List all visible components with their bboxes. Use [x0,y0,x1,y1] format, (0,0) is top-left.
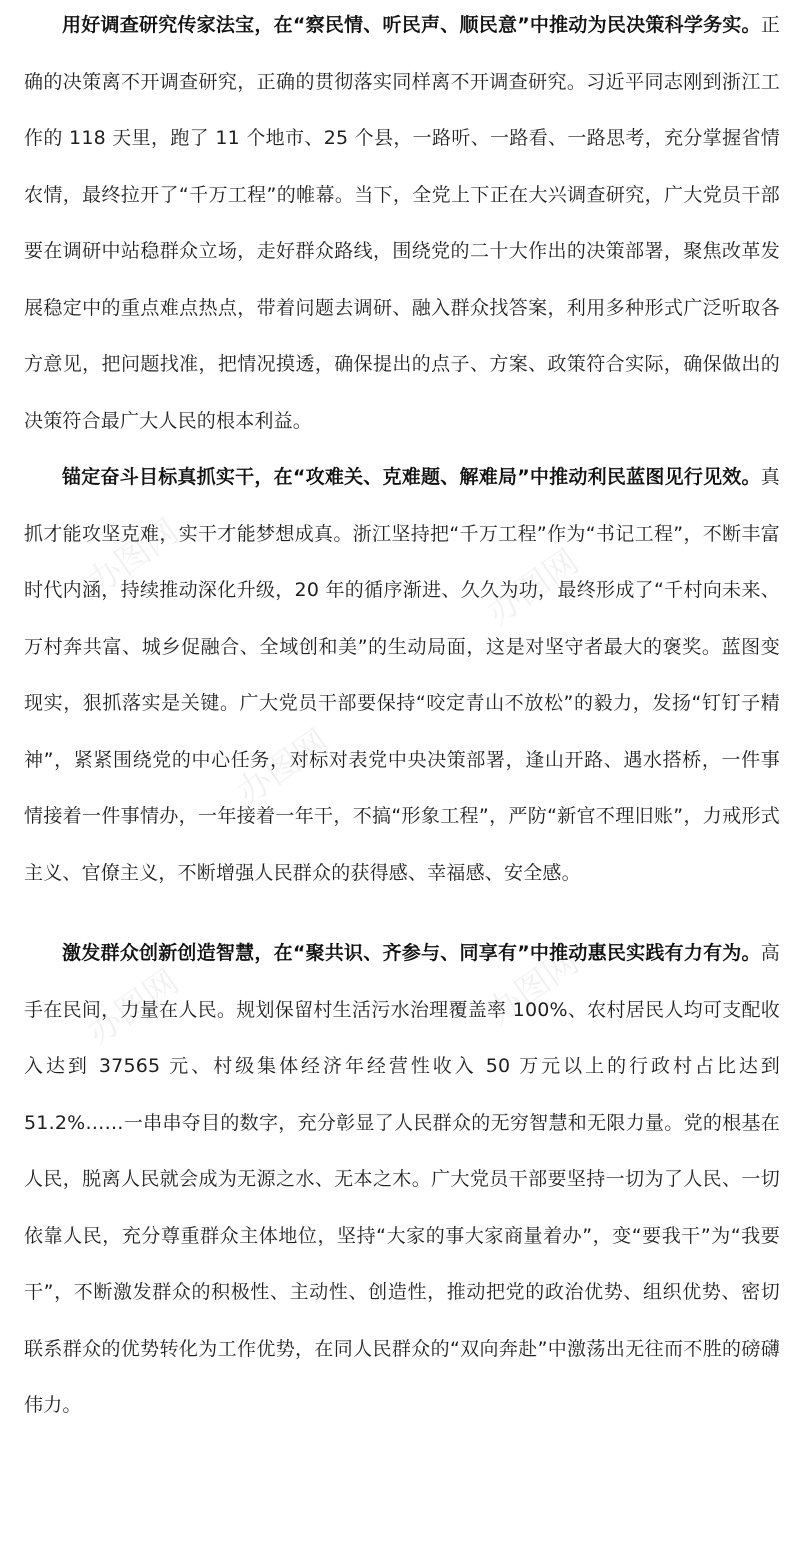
paragraph-1-body: 正确的决策离不开调查研究，正确的贯彻落实同样离不开调查研究。习近平同志刚到浙江工作的 118 天里，跑了 11 个地市、25 个县，一路听、一路看、一路思考，充分掌握省情农情，最终拉开了“千万工程”的帷幕。当下，全党上下正在大兴调查研究，广大党员干部要在调研中站稳群众立场，走好群众路线，围绕党的二十大作出的决策部署，聚焦改革发展稳定中的重点难点热点，带着问题去调研、融入群众找答案，利用多种形式广泛听取各方意见，把问题找准，把情况摸透，确保提出的点子、方案、政策符合实际，确保做出的决策符合最广大人民的根本利益。 [24,14,780,432]
watermark: 办图网 [479,941,587,1034]
watermark: 办图网 [79,961,187,1054]
paragraph-3 [24,925,780,1434]
paragraph-3-heading: 激发群众创新创造智慧，在“聚共识、齐参与、同享有”中推动惠民实践有力有为。 [62,942,761,964]
watermark: 办图网 [79,511,187,604]
paragraph-2 [24,449,780,901]
watermark: 办图网 [229,721,337,814]
paragraph-1-heading: 用好调查研究传家法宝，在“察民情、听民声、顺民意”中推动为民决策科学务实。 [62,14,761,36]
paragraph-2-body: 真抓才能攻坚克难，实干才能梦想成真。浙江坚持把“千万工程”作为“书记工程”，不断丰富时代内涵，持续推动深化升级，20 年的循序渐进、久久为功，最终形成了“千村向未来、万村奔共富、城乡促融合、全域创和美”的生动局面，这是对坚守者最大的褒奖。蓝图变现实，狠抓落实是关键。广大党员干部要保持“咬定青山不放松”的毅力，发扬“钉钉子精神”，紧紧围绕党的中心任务，对标对表党中央决策部署，逢山开路、遇水搭桥，一件事情接着一件事情办，一年接着一年干，不搞“形象工程”，严防“新官不理旧账”，力戒形式主义、官僚主义，不断增强人民群众的获得感、幸福感、安全感。 [24,466,780,884]
paragraph-1 [24,0,780,449]
paragraph-2-heading: 锚定奋斗目标真抓实干，在“攻难关、克难题、解难局”中推动利民蓝图见行见效。 [62,466,761,488]
paragraph-3-body: 高手在民间，力量在人民。规划保留村生活污水治理覆盖率 100%、农村居民人均可支配收入达到 37565 元、村级集体经济年经营性收入 50 万元以上的行政村占比达到 51.2%……一串串夺目的数字，充分彰显了人民群众的无穷智慧和无限力量。党的根基在人民，脱离人民就会成为无源之水、无本之木。广大党员干部要坚持一切为了人民、一切依靠人民，充分尊重群众主体地位，坚持“大家的事大家商量着办”，变“要我干”为“我要干”，不断激发群众的积极性、主动性、创造性，推动把党的政治优势、组织优势、密切联系群众的优势转化为工作优势，在同人民群众的“双向奔赴”中激荡出无往而不胜的磅礴伟力。 [24,942,780,1416]
watermark: 办图网 [479,541,587,634]
